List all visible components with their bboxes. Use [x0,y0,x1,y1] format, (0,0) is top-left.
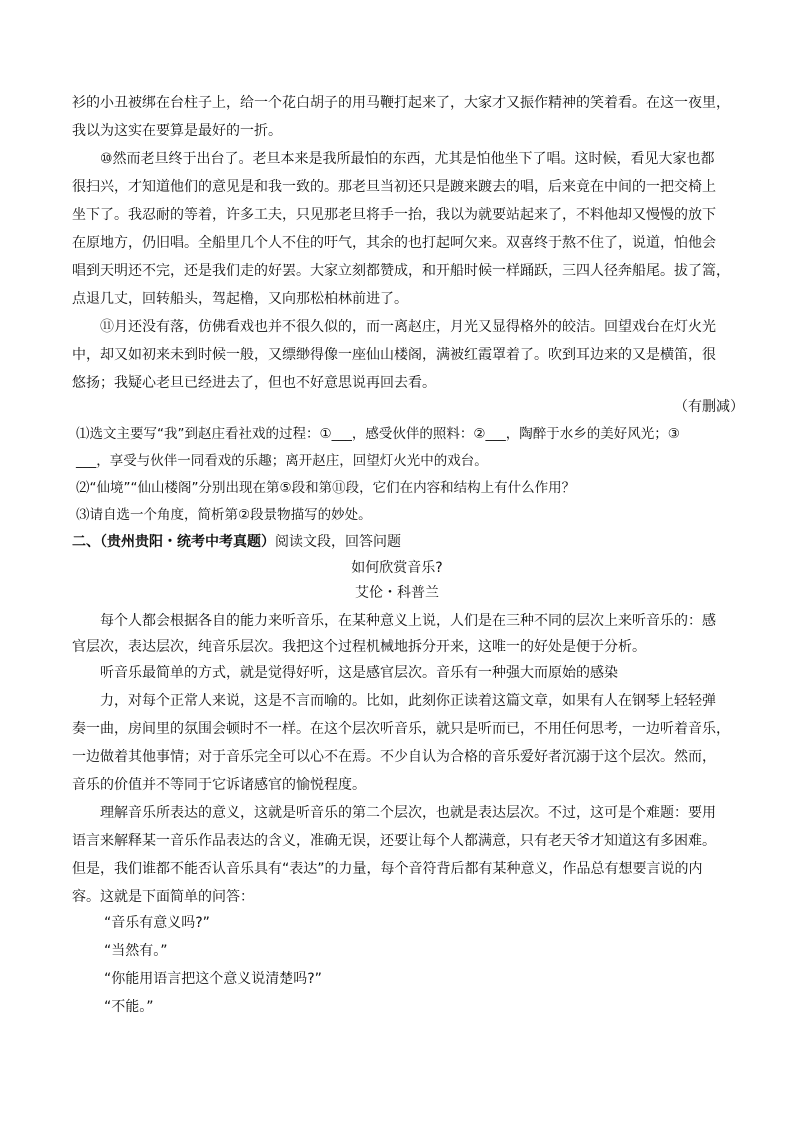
question-3: ⑶请自选一个角度，简析第②段景物描写的妙处。 [76,507,372,523]
paragraph-line: 点退几丈，回转船头，驾起橹，又向那松柏林前进了。 [72,291,408,307]
section-instruction: 阅读文段，回答问题 [275,534,401,550]
paragraph-line: 官层次，表达层次，纯音乐层次。我把这个过程机械地拆分开来，这唯一的好处是便于分析。 [72,639,646,655]
dialog-line: “你能用语言把这个意义说清楚吗?” [104,971,322,987]
paragraph-line: 一边做着其他事情；对于音乐完全可以心不在焉。不少自认为合格的音乐爱好者沉溺于这个层次。然而， [72,749,716,765]
paragraph-line: 但是，我们谁都不能否认音乐具有“表达”的力量，每个音符背后都有某种意义，作品总有想要言说的内 [72,861,703,877]
question-1-line: ___，享受与伙伴一同看戏的乐趣；离开赵庄，回望灯火光中的戏台。 [76,453,488,469]
paragraph-line: 语言来解释某一音乐作品表达的含义，准确无误，还要让每个人都满意，只有老天爷才知道这有多困难。 [72,833,716,849]
section-heading [72,533,724,551]
paragraph-line: 中，却又如初来未到时候一般，又缥缈得像一座仙山楼阁，满被红霞罩着了。吹到耳边来的又是横笛，很 [72,347,716,363]
paragraph-line: 唱到天明还不完，还是我们走的好罢。大家立刻都赞成，和开船时候一样踊跃，三四人径奔船尾。拔了篙， [72,263,730,279]
paragraph-line: 我以为这实在要算是最好的一折。 [72,123,282,139]
dialog-line: “音乐有意义吗?” [104,915,210,931]
paragraph-line: 奏一曲，房间里的氛围会顿时不一样。在这个层次听音乐，就只是听而已，不用任何思考，一边听着音乐， [72,721,730,737]
dialog-line: “不能。” [104,999,154,1015]
section-number: 二、 [72,534,100,550]
paragraph-line: 理解音乐所表达的意义，这就是听音乐的第二个层次，也就是表达层次。不过，这可是个难题：要用 [100,805,716,821]
paragraph-line: 很扫兴，才知道他们的意见是和我一致的。那老旦当初还只是踱来踱去的唱，后来竟在中间的一把交椅上 [72,179,716,195]
paragraph-line: 坐下了。我忍耐的等着，许多工夫，只见那老旦将手一抬，我以为就要站起来了，不料他却又慢慢的放下 [72,207,716,223]
paragraph-line: 衫的小丑被绑在台柱子上，给一个花白胡子的用马鞭打起来了，大家才又振作精神的笑着看。在这一夜里， [72,95,730,111]
paragraph-line: 音乐的价值并不等同于它诉诸感官的愉悦程度。 [72,777,366,793]
paragraph-line: 听音乐最简单的方式，就是觉得好听，这是感官层次。音乐有一种强大而原始的感染 [100,665,618,681]
article-title: 如何欣赏音乐? [351,560,443,576]
paragraph-line: ⑩然而老旦终于出台了。老旦本来是我所最怕的东西，尤其是怕他坐下了唱。这时候，看见大家也都 [100,151,715,167]
question-1-line: ⑴选文主要写“我”到赵庄看社戏的过程：①___，感受伙伴的照料：②___，陶醉于水乡的美好风光；③ [76,426,680,442]
question-2: ⑵“仙境”“仙山楼阁”分别出现在第⑤段和第⑪段，它们在内容和结构上有什么作用？ [76,480,576,496]
dialog-line: “当然有。” [104,943,168,959]
section-source: （贵州贵阳・统考中考真题） [100,534,275,550]
paragraph-line: 容。这就是下面简单的问答： [72,889,254,905]
paragraph-line: 每个人都会根据各自的能力来听音乐，在某种意义上说，人们是在三种不同的层次上来听音乐的：感 [100,613,716,629]
paragraph-line: 在原地方，仍旧唱。全船里几个人不住的吁气，其余的也打起呵欠来。双喜终于熬不住了，说道，怕他会 [72,235,716,251]
paragraph-line: 悠扬；我疑心老旦已经进去了，但也不好意思说再回去看。 [72,375,436,391]
abridged-note: （有删减） [674,399,744,415]
paragraph-line: 力，对每个正常人来说，这是不言而喻的。比如，此刻你正读着这篇文章，如果有人在钢琴上轻轻弹 [100,693,716,709]
article-author: 艾伦・科普兰 [355,585,439,601]
paragraph-line: ⑪月还没有落，仿佛看戏也并不很久似的，而一离赵庄，月光又显得格外的皎洁。回望戏台在灯火光 [100,319,716,335]
